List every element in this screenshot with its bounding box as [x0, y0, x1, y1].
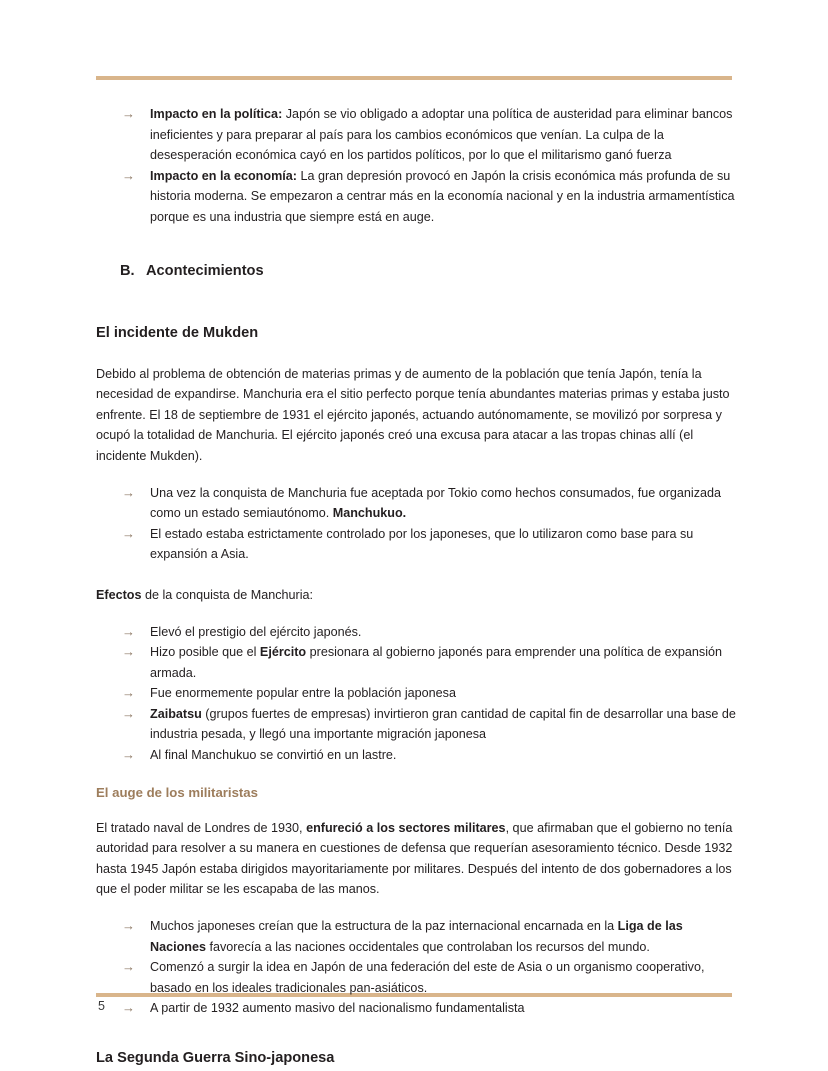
paragraph-militaristas: [96, 818, 736, 900]
bullet-text: Fue enormemente popular entre la población japonesa: [150, 686, 456, 701]
page-number: 5: [98, 999, 105, 1013]
efectos-lead-label: Efectos: [96, 587, 142, 602]
bullet-text: El estado estaba estrictamente controlado por los japoneses, que lo utilizaron como base para su expansión a Asia.: [150, 526, 694, 562]
list-item: [118, 483, 736, 524]
bullet-text: Japón se vio obligado a adoptar una política de austeridad para eliminar bancos ineficientes y para preparar al país para los cambios económicos que venían. La culpa de la desesperación económica cayó en los partidos políticos, por lo que el militarismo ganó fuerza: [150, 107, 733, 163]
bullet-text: Elevó el prestigio del ejército japonés.: [150, 624, 362, 639]
list-item: [118, 998, 736, 1019]
arrow-bullet-icon: →: [122, 484, 135, 500]
paragraph-efectos: [96, 585, 736, 606]
militaristas-bullet-list: [118, 916, 736, 1019]
bullet-text-tail: presionara al gobierno japonés para emprender una política de expansión armada.: [150, 645, 723, 680]
bullet-lead-label: Impacto en la economía:: [150, 168, 297, 183]
section-heading-b: [120, 260, 736, 282]
list-item: [118, 957, 736, 998]
bullet-text-tail: favorecía a las naciones occidentales que controlaban los recursos del mundo.: [206, 939, 650, 954]
list-item: [118, 166, 736, 228]
paragraph-post: , que afirmaban que el gobierno no tenía autoridad para resolver a su manera en cuestiones de defensa que requerían asesoramiento técnico. Desde 1932 hasta 1945 Japón estaba dirigidos mayoritariamente por militares. Después del intento de dos gobernadores a los que el poder militar se les escapaba de las manos.: [96, 820, 733, 897]
bullet-text-tail: (grupos fuertes de empresas) invirtieron gran cantidad de capital fin de desarrollar una base de industria pesada, y llegó una importante migración japonesa: [150, 706, 736, 742]
section-letter: B.: [120, 262, 135, 279]
arrow-bullet-icon: →: [122, 167, 135, 183]
arrow-bullet-icon: →: [122, 1000, 135, 1016]
intro-bullet-list: [118, 104, 736, 228]
paragraph-bold-term: enfureció a los sectores militares: [306, 820, 506, 835]
document-content: [96, 104, 736, 1069]
arrow-bullet-icon: →: [122, 644, 135, 660]
bullet-text: Una vez la conquista de Manchuria fue aceptada por Tokio como hechos consumados, fue organizada como un estado semiautónomo.: [150, 485, 722, 521]
arrow-bullet-icon: →: [122, 106, 135, 121]
paragraph-pre: El tratado naval de Londres de 1930,: [96, 820, 307, 835]
bullet-text: Muchos japoneses creían que la estructura de la paz internacional encarnada en la: [150, 919, 618, 934]
header-rule: [96, 76, 732, 80]
arrow-bullet-icon: →: [122, 959, 135, 975]
list-item: [118, 683, 736, 704]
list-item: [118, 524, 736, 565]
bullet-bold-term: Manchukuo.: [332, 506, 407, 521]
bullet-text: Comenzó a surgir la idea en Japón de una federación del este de Asia o un organismo cooperativo, basado en los ideales tradicionales pan-asiáticos.: [150, 960, 705, 995]
bullet-lead-label: Impacto en la política:: [150, 107, 283, 121]
bullet-bold-term: Liga de las Naciones: [150, 919, 683, 954]
arrow-bullet-icon: →: [122, 623, 135, 639]
paragraph-mukden: Debido al problema de obtención de materias primas y de aumento de la población que tenía Japón, tenía la necesidad de expandirse. Manchuria era el sitio perfecto porque tenía abundantes materias primas y estaba justo enfrente. El 18 de septiembre de 1931 el ejército japonés, actuando autónomamente, se movilizó por sorpresa y ocupó la totalidad de Manchuria. El ejército japonés creó una excusa para atacar a las tropas chinas allí (el incidente Mukden).: [96, 366, 730, 463]
heading-militaristas: El auge de los militaristas: [96, 784, 258, 800]
arrow-bullet-icon: →: [122, 525, 135, 541]
efectos-bullet-list: [118, 622, 736, 766]
bullet-bold-term: Ejército: [259, 645, 307, 660]
arrow-bullet-icon: →: [122, 918, 135, 934]
bullet-text: Al final Manchukuo se convirtió en un lastre.: [150, 748, 397, 763]
bullet-text: A partir de 1932 aumento masivo del nacionalismo fundamentalista: [150, 1001, 525, 1016]
list-item: [118, 704, 736, 745]
list-item: [118, 104, 736, 166]
mukden-bullet-list: [118, 483, 736, 565]
arrow-bullet-icon: →: [122, 705, 135, 721]
list-item: [118, 642, 736, 683]
heading-mukden: El incidente de Mukden: [96, 324, 259, 341]
bullet-text: La gran depresión provocó en Japón la crisis económica más profunda de su historia moderna. Se empezaron a centrar más en la economía nacional y en la industria armamentística porque es una industria que siempre está en auge.: [150, 168, 735, 224]
heading-sino-japonesa: La Segunda Guerra Sino-japonesa: [96, 1050, 335, 1066]
section-title: Acontecimientos: [146, 262, 264, 279]
arrow-bullet-icon: →: [122, 747, 135, 763]
bullet-bold-term: Zaibatsu: [150, 706, 202, 721]
list-item: [118, 916, 736, 957]
bullet-text: Hizo posible que el: [150, 645, 260, 660]
efectos-rest: de la conquista de Manchuria:: [141, 587, 314, 602]
list-item: [118, 622, 736, 643]
arrow-bullet-icon: →: [122, 685, 135, 701]
list-item: [118, 745, 736, 766]
